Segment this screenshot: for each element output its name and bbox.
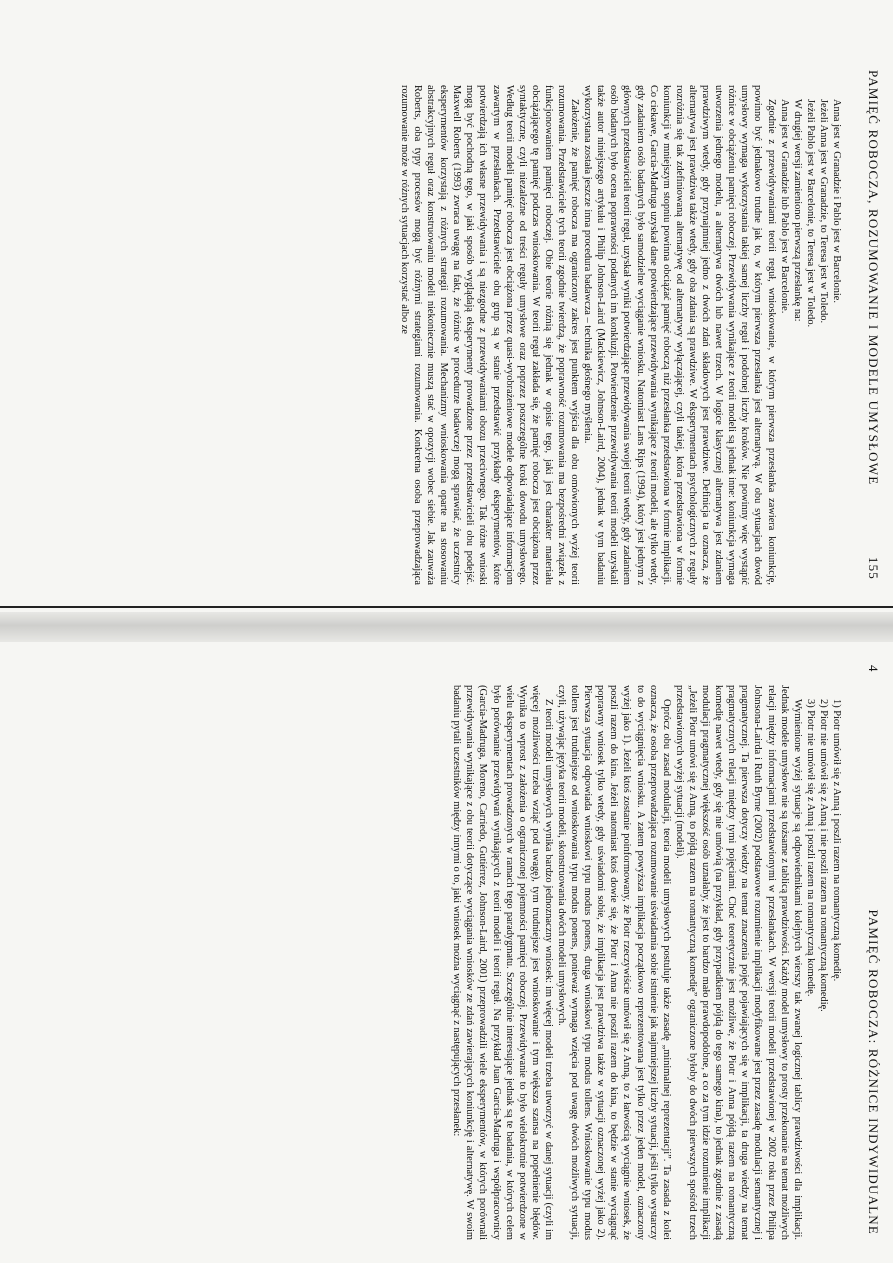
example-line: Jeżeli Pablo jest w Barcelonie, to Teresa jest w Toledo. [804, 99, 816, 328]
body-text-155 [13, 85, 843, 585]
paragraph: Założenie, że pamięć robocza ma ograniczony zakres jest punktem wyjścia dla obu omówionych wyżej teorii rozumowania. Przedstawiciele tych teorii zgodnie twierdzą, że poprawność rozumowania ma bezpośredni związek z funkcjonowaniem pamięci roboczej. Obie teorie różnią się jednak w opisie tego, jaki jest charakter materiału obciążającego tę pamięć podczas wnioskowania. W teorii reguł zakłada się, że pamięć robocza jest obciążona przez syntaktyczne, czyli niezależne od treści reguły umysłowe oraz poprzez poszczególne kroki dowodu umysłowego. Według teorii modeli pamięć robocza jest obciążona przez quasi-wyobrażeniowe modele odpowiadające informacjom zawartym w przesłankach. Przedstawiciele obu grup są w stanie przedstawić przykłady eksperymentów, które potwierdzają ich własne przewidywania i są niezgodne z przewidywaniami obozu przeciwnego. Tak różne wnioski mogą być pochodną tego, w jaki sposób wyglądają eksperymenty prowadzone przez przedstawicieli obu podejść. Maxwell Roberts (1993) zwraca uwagę na fakt, że różnice w procedurze badawczej mogą sprawiać, że uczestnicy eksperymentów korzystają z różnych strategii rozumowania. Mechanizmy wnioskowania oparte na stosowaniu abstrakcyjnych reguł oraz konstruowaniu modeli niekoniecznie muszą stać w opozycji wobec siebie. Jak zauważa Roberts, oba typy procesów mogą być różnymi strategiami rozumowania. Konkretna osoba przeprowadzająca rozumowanie może w różnych sytuacjach korzystać albo ze [398, 85, 581, 585]
numbered-item: 1) Piotr umówił się z Anną i poszli razem na romantyczną komedię. [831, 699, 842, 982]
running-head-4 [857, 665, 881, 1235]
example-line: Anna jest w Granadzie i Pablo jest w Barcelonie. [831, 99, 842, 303]
example-line: Jeżeli Anna jest w Granadzie, to Teresa jest w Toledo. [817, 99, 829, 324]
page-number: 4 [866, 665, 881, 673]
page-155 [0, 0, 893, 610]
running-head-155 [857, 60, 881, 580]
running-head-title: PAMIĘĆ ROBOCZA: RÓŻNICE INDYWIDUALNE [866, 909, 881, 1235]
page-4 [0, 645, 893, 1263]
numbered-item: 3) Piotr nie umówił się z Anną i poszli razem na romantyczną komedię. [804, 699, 816, 997]
example-line: W drugiej wersji zamieniono pierwszą przesłankę na: [791, 99, 803, 322]
book-gutter [0, 612, 893, 642]
paragraph: Zgodnie z przewidywaniami teorii reguł, wnioskowanie, w którym pierwsza przesłanka zawiera koniunkcję, powinno być jednakowo trudne jak to, w którym pierwsza przesłanka jest alternatywą. W obu sytuacjach dowód umysłowy wymaga wykorzystania takiej samej liczby reguł i podobnej liczby kroków. Nie powinny więc wystąpić różnice w obciążeniu pamięci roboczej. Przewidywania wynikające z teorii modeli są jednak inne: koniunkcja wymaga utworzenia jednego modelu, a alternatywa dwóch lub nawet trzech. W logice klasycznej alternatywa jest zdaniem prawdziwym wtedy, gdy przynajmniej jedno z dwóch zdań składowych jest prawdziwe. Definicja ta oznacza, że alternatywa jest prawdziwa także wtedy, gdy oba zdania są prawdziwe. W eksperymentach psychologicznych z reguły rozróżnia się tak zdefiniowaną alternatywę od alternatywy wyłączającej, czyli takiej, która przedstawiona w formie koniunkcji w mniejszym stopniu powinna obciążać pamięć roboczą niż przesłanka przedstawiona w formie implikacji. Co ciekawe, García-Madruga uzyskał dane potwierdzające przewidywania wynikające z teorii modeli, ale tylko wtedy, gdy zadaniem osób badanych było samodzielne wyciąganie wniosku. Natomiast Lans Rips (1994), który jest jednym z głównych przedstawicieli teorii reguł, uzyskał wyniki potwierdzające przewidywania swojej teorii wtedy, gdy zadaniem osób badanych było ocena poprawności podanych im konkluzji. Potwierdzenie przewidywania teorii modeli uzyskali także autor niniejszego artykułu i Philip Johnson-Laird (Mackiewicz, Johnson-Laird, 2004), jednak w tym badaniu wykorzystana została jeszcze inna procedura badawcza – technika głośnego myślenia. [582, 85, 777, 585]
running-head-title: PAMIĘĆ ROBOCZA, ROZUMOWANIE I MODELE UMYSŁOWE [866, 70, 881, 486]
paragraph: Oprócz obu zasad modulacji, teoria modeli umysłowych postuluje także zasadę „minimalnej reprezentacji”. Ta zasada z kolei oznacza, że osoba przeprowadzająca rozumowanie uświadamia sobie istnienie jak najmniejszej liczby sytuacji, jeśli tylko wystarczy to do wyciągnięcia wniosku. A zatem powyższa implikacja początkowo reprezentowana jest tylko przez jeden model, oznaczony wyżej jako 1). Jeżeli ktoś zostanie poinformowany, że Piotr rzeczywiście umówił się z Anną, to z łatwością wyciągnie wniosek, że poszli razem do kina. Jeżeli natomiast ktoś dowie się, że Piotr i Anna nie poszli razem do kina, to będzie w stanie wyciągnąć poprawny wniosek tylko wtedy, gdy uświadomi sobie, że implikacja jest prawdziwa także w sytuacji oznaczonej wyżej jako 2). Pierwsza sytuacja odpowiada wnioskowi typu modus ponens, druga wnioskowi typu modus tollens. Wnioskowanie typu modus tollens jest trudniejsze od wnioskowania typu modus ponens, ponieważ wymaga wzięcia pod uwagę dwóch możliwych sytuacji, czyli, używając języka teorii modeli, skonstruowania dwóch modeli umysłowych. [556, 685, 672, 1240]
page-number: 155 [866, 556, 881, 580]
example-line: Anna jest w Granadzie lub Pablo jest w Barcelonie. [778, 99, 790, 314]
body-text-4 [13, 685, 843, 1240]
numbered-item: 2) Piotr nie umówił się z Anną i nie poszli razem na romantyczną komedię. [817, 699, 829, 1012]
paragraph: Wymienione wyżej sytuacje są odpowiednikami kolejnych wierszy tak zwanej logicznej tablicy prawdziwości dla implikacji. Jednak modele umysłowe nie są tożsame z tablicą prawdziwości. Każdy model umysłowy to prosty przekonanie na temat możliwych relacji między informacjami przedstawionymi w przesłankach. W wersji teorii modeli przedstawionej w 2002 roku przez Philipa Johnsona-Lairda i Ruth Byrne (2002) podstawowe rozumienie implikacji modyfikowane jest przez zasadę modulacji semantycznej i pragmatycznej. Ta pierwsza dotyczy wiedzy na temat znaczenia pojęć pojawiających się w implikacji, ta druga wiedzy na temat pragmatycznych relacji między tymi pojęciami. Choć teoretycznie jest możliwe, że Piotr i Anna pójdą razem na romantyczną komedię nawet wtedy, gdy się nie umówią (na przykład, gdy przypadkiem pójdą do tego samego kina), to jednak zgodnie z zasadą modulacji pragmatycznej większość osób uznałaby, że jest to bardzo mało prawdopodobne, a co za tym idzie rozumienie implikacji „Jeżeli Piotr umówi się z Anną, to pójdą razem na romantyczną komedię” ograniczone byłoby do dwóch pierwszych spośród trzech przedstawionych wyżej sytuacji (modeli). [673, 685, 803, 1240]
page-edge-line [0, 606, 893, 608]
paragraph: Z teorii modeli umysłowych wynika bardzo jednoznaczny wniosek: im więcej modeli trzeba utworzyć w danej sytuacji (czyli im więcej możliwości trzeba wziąć pod uwagę), tym trudniejsze jest wnioskowanie i tym większa szansa na popełnienie błędów. Wynika to wprost z założenia o ograniczonej pojemności pamięci roboczej. Przewidywanie to było wielokrotnie potwierdzone w wielu eksperymentach prowadzonych w ramach tego paradygmatu. Szczególnie interesujące jednak są te badania, w których celem było porównanie przewidywań wynikających z teorii modeli i teorii reguł. Na przykład Juan García-Madruga i współpracownicy (García-Madruga, Moreno, Carriedo, Gutiérrez, Johnson-Laird, 2001) przeprowadzili wiele eksperymentów, w których porównali przewidywania wynikające z obu teorii dotyczące wyciągania wniosków ze zdań zawierających koniunkcję i alternatywę. W swoim badaniu pytali uczestników między innymi o to, jaki wniosek można wyciągnąć z następujących przesłanek: [451, 685, 554, 1240]
